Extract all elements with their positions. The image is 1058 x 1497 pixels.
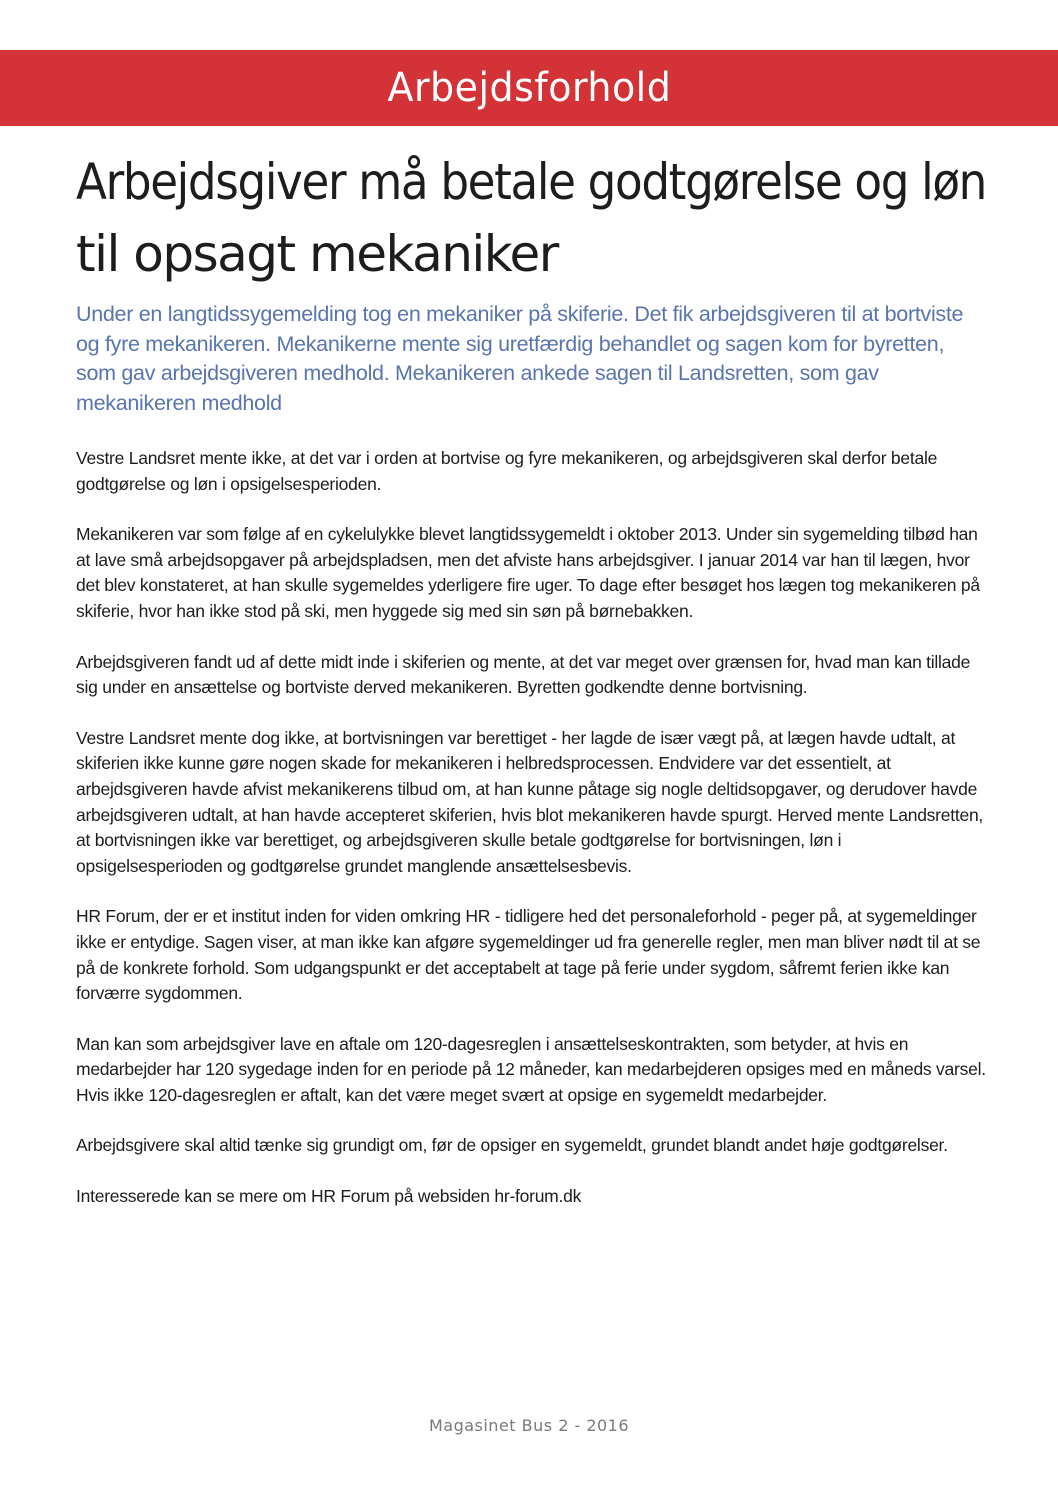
body-paragraph-4: Vestre Landsret mente dog ikke, at bortvisningen var berettiget - her lagde de især vægt på, at lægen havde udtalt, at skiferien ikke kunne gøre nogen skade for mekanikeren i helbredsprocessen. Endvidere var det essentielt, at arbejdsgiveren havde afvist mekanikerens tilbud om, at han kunne påtage sig nogle deltidsopgaver, og derudover havde arbejdsgiveren udtalt, at han havde accepteret skiferien, hvis blot mekanikeren havde spurgt. Herved mente Landsretten, at bortvisningen ikke var berettiget, og arbejdsgiveren skulle betale godtgørelse for bortvisningen, løn i opsigelsesperioden og godtgørelse grundet manglende ansættelsesbevis. bbox=[76, 727, 984, 876]
page-footer: Magasinet Bus 2 - 2016 bbox=[428, 1416, 630, 1435]
body-paragraph-1: Vestre Landsret mente ikke, at det var i orden at bortvise og fyre mekanikeren, og arbejdsgiveren skal derfor betale godtgørelse og løn i opsigelsesperioden. bbox=[76, 448, 938, 494]
section-banner bbox=[0, 50, 1058, 126]
body-paragraph-6: Man kan som arbejdsgiver lave en aftale om 120-dagesreglen i ansættelseskontrakten, som betyder, at hvis en medarbejder har 120 sygedage inden for en periode på 12 måneder, kan medarbejderen opsiges med en måneds varsel. Hvis ikke 120-dagesreglen er aftalt, kan det være meget svært at opsige en sygemeldt medarbejder. bbox=[76, 1033, 986, 1105]
body-paragraph-8: Interesserede kan se mere om HR Forum på websiden hr-forum.dk bbox=[76, 1186, 582, 1207]
article-headline bbox=[76, 146, 986, 290]
body-paragraph-7: Arbejdsgivere skal altid tænke sig grundigt om, før de opsiger en sygemeldt, grundet blandt andet høje godtgørelser. bbox=[76, 1135, 948, 1156]
article-lead: Under en langtidssygemelding tog en mekaniker på skiferie. Det fik arbejdsgiveren til at bortviste og fyre mekanikeren. Mekanikerne mente sig uretfærdig behandlet og sagen kom for byretten, som gav arbejdsgiveren medhold. Mekanikeren ankede sagen til Landsretten, som gav mekanikeren medhold bbox=[76, 302, 964, 415]
body-paragraph-5: HR Forum, der er et institut inden for viden omkring HR - tidligere hed det personaleforhold - peger på, at sygemeldinger ikke er entydige. Sagen viser, at man ikke kan afgøre sygemeldinger ud fra generelle regler, men man bliver nødt til at se på de konkrete forhold. Som udgangspunkt er det acceptabelt at tage på ferie under sygdom, såfremt ferien ikke kan forværre sygdommen. bbox=[76, 906, 981, 1004]
body-paragraph-3: Arbejdsgiveren fandt ud af dette midt inde i skiferien og mente, at det var meget over grænsen for, hvad man kan tillade sig under en ansættelse og bortviste derved mekanikeren. Byretten godkendte denne bortvisning. bbox=[76, 651, 971, 698]
section-title: Arbejdsforhold bbox=[387, 65, 671, 111]
body-paragraph-2: Mekanikeren var som følge af en cykelulykke blevet langtidssygemeldt i oktober 2013. Under sin sygemelding tilbød han at lave små arbejdsopgaver på arbejdspladsen, men det afviste hans arbejdsgiver. I januar 2014 var han til lægen, hvor det blev konstateret, at han skulle sygemeldes yderligere fire uger. To dage efter besøget hos lægen tog mekanikeren på skiferie, hvor han ikke stod på ski, men hyggede sig med sin søn på børnebakken. bbox=[76, 524, 980, 621]
headline-line-1: Arbejdsgiver må betale godtgørelse og løn bbox=[76, 153, 986, 211]
headline-line-2: til opsagt mekaniker bbox=[76, 225, 558, 283]
article bbox=[76, 146, 986, 1235]
article-body bbox=[76, 446, 986, 1210]
